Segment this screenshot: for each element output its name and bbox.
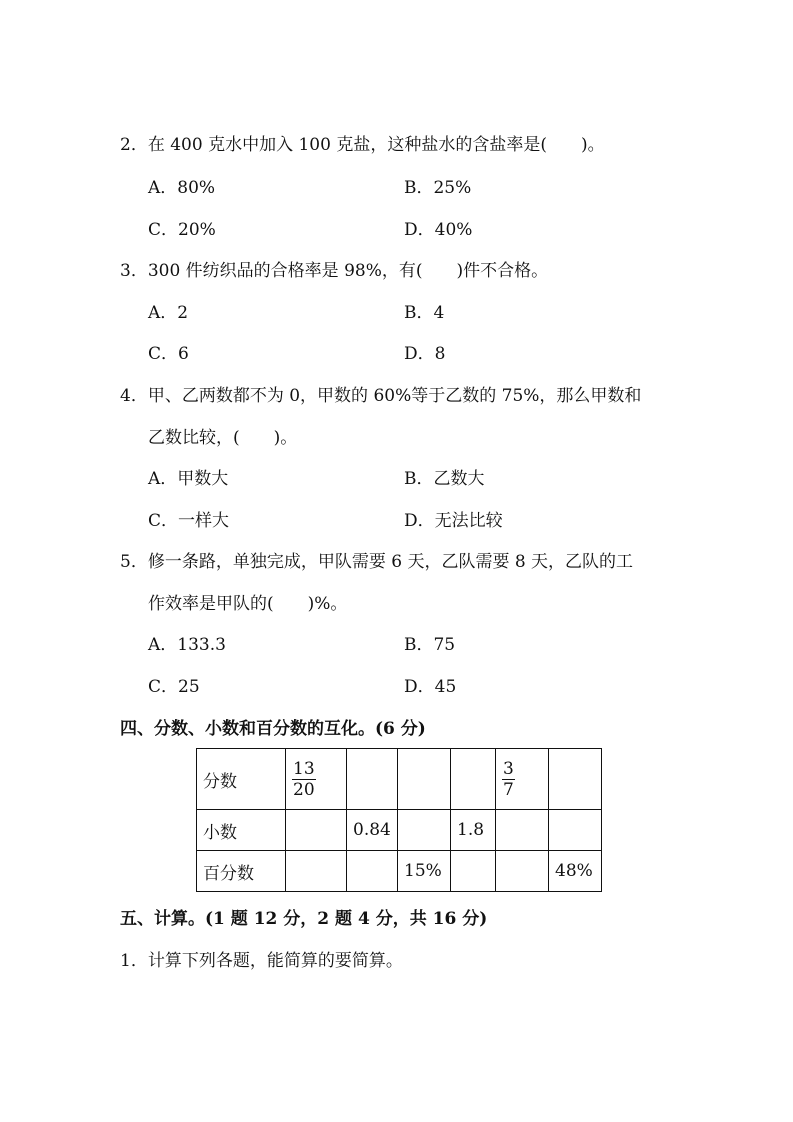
q2-option-d: D．40% (404, 220, 473, 240)
percent-cell-2[interactable] (347, 851, 398, 892)
decimal-cell-1[interactable] (286, 810, 347, 851)
table-row-percent (197, 851, 602, 892)
q4-option-b: B．乙数大 (404, 469, 485, 489)
question-5-text-line2: 作效率是甲队的( )%。 (148, 594, 348, 614)
q4-option-c: C．一样大 (148, 511, 230, 531)
conversion-table (196, 748, 602, 892)
section-5-item-1: 1．计算下列各题，能简算的要简算。 (120, 951, 403, 971)
percent-cell-1[interactable] (286, 851, 347, 892)
percent-cell-5[interactable] (496, 851, 549, 892)
fraction-cell-1[interactable] (286, 749, 347, 810)
q5-option-b: B．75 (404, 635, 456, 655)
decimal-cell-2[interactable]: 0.84 (347, 810, 398, 851)
q5-option-c: C．25 (148, 677, 200, 697)
q2-option-a: A．80% (148, 178, 216, 198)
q3-option-b: B．4 (404, 303, 445, 323)
fraction-cell-4[interactable] (451, 749, 496, 810)
q4-option-d: D．无法比较 (404, 511, 503, 531)
decimal-cell-6[interactable] (549, 810, 602, 851)
fraction-3-7: $\frac{3}{7}$ (503, 758, 514, 800)
fraction-cell-6[interactable] (549, 749, 602, 810)
question-4-text-line1: 4．甲、乙两数都不为 0，甲数的 60%等于乙数的 75%，那么甲数和 (120, 386, 642, 406)
q5-option-a: A．133.3 (148, 635, 226, 655)
section-5-heading: 五、计算。(1 题 12 分，2 题 4 分，共 16 分) (120, 909, 488, 929)
row-label-fraction: 分数 (197, 749, 286, 810)
decimal-cell-5[interactable] (496, 810, 549, 851)
table-row-fraction (197, 749, 602, 810)
question-4-text-line2: 乙数比较，( )。 (148, 428, 298, 448)
q3-option-d: D．8 (404, 344, 446, 364)
fraction-13-20: $\frac{13}{20}$ (293, 758, 315, 800)
row-label-percent: 百分数 (197, 851, 286, 892)
decimal-cell-4[interactable]: 1.8 (451, 810, 496, 851)
question-5-text-line1: 5．修一条路，单独完成，甲队需要 6 天，乙队需要 8 天，乙队的工 (120, 552, 634, 572)
q4-option-a: A．甲数大 (148, 469, 229, 489)
fraction-cell-3[interactable] (398, 749, 451, 810)
q2-option-b: B．25% (404, 178, 472, 198)
decimal-cell-3[interactable] (398, 810, 451, 851)
q3-option-c: C．6 (148, 344, 189, 364)
percent-cell-6[interactable]: 48% (549, 851, 602, 892)
q5-option-d: D．45 (404, 677, 457, 697)
fraction-cell-5[interactable] (496, 749, 549, 810)
question-3-text: 3．300 件纺织品的合格率是 98%，有( )件不合格。 (120, 261, 549, 281)
table-row-decimal (197, 810, 602, 851)
q3-option-a: A．2 (148, 303, 189, 323)
fraction-cell-2[interactable] (347, 749, 398, 810)
percent-cell-3[interactable]: 15% (398, 851, 451, 892)
row-label-decimal: 小数 (197, 810, 286, 851)
q2-option-c: C．20% (148, 220, 216, 240)
section-4-heading: 四、分数、小数和百分数的互化。(6 分) (120, 719, 426, 739)
question-2-text: 2．在 400 克水中加入 100 克盐，这种盐水的含盐率是( )。 (120, 135, 605, 155)
percent-cell-4[interactable] (451, 851, 496, 892)
